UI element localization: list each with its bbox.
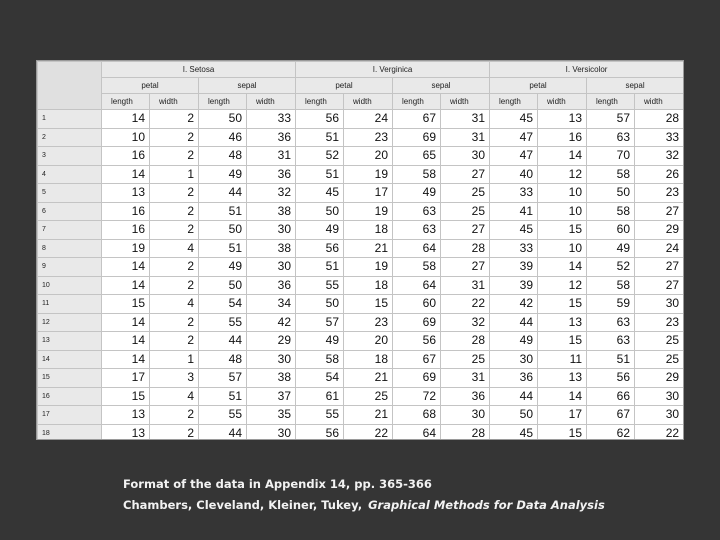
data-cell[interactable]: 50 <box>199 221 247 240</box>
data-cell[interactable]: 18 <box>344 276 393 295</box>
data-cell[interactable]: 65 <box>393 147 441 166</box>
part-header[interactable]: sepal <box>199 78 296 94</box>
data-cell[interactable]: 60 <box>587 221 635 240</box>
data-cell[interactable]: 56 <box>296 424 344 440</box>
data-cell[interactable]: 47 <box>490 147 538 166</box>
data-cell[interactable]: 55 <box>296 276 344 295</box>
data-cell[interactable]: 49 <box>296 332 344 351</box>
row-header[interactable]: 5 <box>38 184 102 203</box>
data-cell[interactable]: 15 <box>102 295 150 314</box>
data-cell[interactable]: 18 <box>344 350 393 369</box>
data-cell[interactable]: 14 <box>102 276 150 295</box>
data-cell[interactable]: 30 <box>441 406 490 425</box>
data-cell[interactable]: 19 <box>102 239 150 258</box>
column-header[interactable]: width <box>150 94 199 110</box>
table-row <box>38 295 684 314</box>
data-cell[interactable]: 28 <box>635 110 684 129</box>
data-cell[interactable]: 58 <box>393 258 441 277</box>
table-body <box>38 110 684 441</box>
caption-book-title: Graphical Methods for Data Analysis <box>368 498 605 512</box>
data-cell[interactable]: 18 <box>344 221 393 240</box>
data-cell[interactable]: 56 <box>393 332 441 351</box>
data-cell[interactable]: 13 <box>538 369 587 388</box>
data-cell[interactable]: 41 <box>490 202 538 221</box>
data-cell[interactable]: 58 <box>393 165 441 184</box>
data-cell[interactable]: 32 <box>441 313 490 332</box>
data-cell[interactable]: 32 <box>635 147 684 166</box>
column-header[interactable]: length <box>296 94 344 110</box>
data-cell[interactable]: 54 <box>199 295 247 314</box>
row-header[interactable]: 12 <box>38 313 102 332</box>
data-cell[interactable]: 2 <box>150 221 199 240</box>
data-cell[interactable]: 51 <box>296 165 344 184</box>
data-cell[interactable]: 4 <box>150 387 199 406</box>
column-header[interactable]: length <box>490 94 538 110</box>
data-cell[interactable]: 61 <box>296 387 344 406</box>
data-cell[interactable]: 27 <box>635 202 684 221</box>
row-header[interactable]: 18 <box>38 424 102 440</box>
table-row <box>38 387 684 406</box>
data-cell[interactable]: 14 <box>102 350 150 369</box>
column-header[interactable]: length <box>102 94 150 110</box>
data-cell[interactable]: 45 <box>296 184 344 203</box>
data-cell[interactable]: 15 <box>538 221 587 240</box>
part-header[interactable]: petal <box>490 78 587 94</box>
caption-line-1: Format of the data in Appendix 14, pp. 365-366 <box>123 477 432 491</box>
data-cell[interactable]: 15 <box>102 387 150 406</box>
data-cell[interactable]: 13 <box>102 184 150 203</box>
data-cell[interactable]: 31 <box>247 147 296 166</box>
data-cell[interactable]: 70 <box>587 147 635 166</box>
data-cell[interactable]: 49 <box>490 332 538 351</box>
data-cell[interactable]: 67 <box>393 110 441 129</box>
data-cell[interactable]: 55 <box>199 406 247 425</box>
data-cell[interactable]: 58 <box>296 350 344 369</box>
group-header[interactable]: I. Setosa <box>102 62 296 78</box>
table-row <box>38 221 684 240</box>
data-cell[interactable]: 63 <box>587 313 635 332</box>
data-cell[interactable]: 23 <box>635 313 684 332</box>
data-cell[interactable]: 45 <box>490 424 538 440</box>
table-row <box>38 147 684 166</box>
data-cell[interactable]: 50 <box>199 110 247 129</box>
data-cell[interactable]: 56 <box>296 110 344 129</box>
data-cell[interactable]: 31 <box>441 110 490 129</box>
data-cell[interactable]: 52 <box>587 258 635 277</box>
data-cell[interactable]: 21 <box>344 406 393 425</box>
part-header[interactable]: petal <box>296 78 393 94</box>
data-cell[interactable]: 20 <box>344 147 393 166</box>
column-header[interactable]: width <box>247 94 296 110</box>
column-header[interactable]: width <box>538 94 587 110</box>
data-cell[interactable]: 22 <box>344 424 393 440</box>
data-cell[interactable]: 51 <box>587 350 635 369</box>
data-cell[interactable]: 72 <box>393 387 441 406</box>
data-cell[interactable]: 30 <box>247 258 296 277</box>
data-cell[interactable]: 58 <box>587 165 635 184</box>
data-cell[interactable]: 21 <box>344 369 393 388</box>
data-cell[interactable]: 30 <box>247 424 296 440</box>
data-cell[interactable]: 51 <box>296 258 344 277</box>
data-cell[interactable]: 16 <box>102 221 150 240</box>
data-cell[interactable]: 14 <box>538 258 587 277</box>
data-cell[interactable]: 39 <box>490 276 538 295</box>
data-cell[interactable]: 45 <box>490 221 538 240</box>
data-cell[interactable]: 30 <box>441 147 490 166</box>
row-header[interactable]: 4 <box>38 165 102 184</box>
data-cell[interactable]: 14 <box>102 165 150 184</box>
row-header[interactable]: 14 <box>38 350 102 369</box>
data-cell[interactable]: 36 <box>441 387 490 406</box>
data-cell[interactable]: 68 <box>393 406 441 425</box>
column-header[interactable]: length <box>587 94 635 110</box>
data-cell[interactable]: 25 <box>635 350 684 369</box>
data-cell[interactable]: 23 <box>344 128 393 147</box>
data-cell[interactable]: 25 <box>441 202 490 221</box>
table-row <box>38 406 684 425</box>
data-cell[interactable]: 13 <box>538 110 587 129</box>
data-cell[interactable]: 27 <box>441 221 490 240</box>
column-header[interactable]: length <box>199 94 247 110</box>
data-cell[interactable]: 50 <box>490 406 538 425</box>
data-cell[interactable]: 51 <box>199 202 247 221</box>
data-cell[interactable]: 44 <box>490 387 538 406</box>
data-cell[interactable]: 27 <box>635 258 684 277</box>
data-cell[interactable]: 28 <box>441 332 490 351</box>
row-header[interactable]: 2 <box>38 128 102 147</box>
data-cell[interactable]: 51 <box>199 387 247 406</box>
data-cell[interactable]: 54 <box>296 369 344 388</box>
data-cell[interactable]: 10 <box>538 202 587 221</box>
data-cell[interactable]: 49 <box>199 165 247 184</box>
data-cell[interactable]: 21 <box>344 239 393 258</box>
data-cell[interactable]: 49 <box>199 258 247 277</box>
data-table <box>37 61 684 440</box>
table-row <box>38 128 684 147</box>
row-header[interactable]: 9 <box>38 258 102 277</box>
data-cell[interactable]: 13 <box>538 313 587 332</box>
data-cell[interactable]: 31 <box>441 276 490 295</box>
data-cell[interactable]: 2 <box>150 147 199 166</box>
data-cell[interactable]: 14 <box>102 258 150 277</box>
data-cell[interactable]: 26 <box>635 165 684 184</box>
data-cell[interactable]: 51 <box>199 239 247 258</box>
data-cell[interactable]: 15 <box>538 424 587 440</box>
data-cell[interactable]: 63 <box>587 332 635 351</box>
row-header[interactable]: 6 <box>38 202 102 221</box>
data-cell[interactable]: 64 <box>393 424 441 440</box>
data-cell[interactable]: 60 <box>393 295 441 314</box>
data-cell[interactable]: 30 <box>490 350 538 369</box>
data-cell[interactable]: 69 <box>393 128 441 147</box>
part-header[interactable]: sepal <box>587 78 684 94</box>
data-cell[interactable]: 36 <box>247 128 296 147</box>
data-cell[interactable]: 14 <box>102 332 150 351</box>
data-cell[interactable]: 30 <box>635 406 684 425</box>
data-cell[interactable]: 20 <box>344 332 393 351</box>
data-cell[interactable]: 48 <box>199 147 247 166</box>
group-header[interactable]: I. Verginica <box>296 62 490 78</box>
data-cell[interactable]: 45 <box>490 110 538 129</box>
data-cell[interactable]: 14 <box>538 387 587 406</box>
data-cell[interactable]: 33 <box>635 128 684 147</box>
corner-cell[interactable] <box>38 62 102 110</box>
data-cell[interactable]: 22 <box>441 295 490 314</box>
data-cell[interactable]: 38 <box>247 239 296 258</box>
data-cell[interactable]: 36 <box>490 369 538 388</box>
data-cell[interactable]: 58 <box>587 276 635 295</box>
row-header[interactable]: 8 <box>38 239 102 258</box>
data-cell[interactable]: 25 <box>344 387 393 406</box>
row-header[interactable]: 7 <box>38 221 102 240</box>
data-cell[interactable]: 1 <box>150 350 199 369</box>
data-cell[interactable]: 2 <box>150 258 199 277</box>
data-cell[interactable]: 38 <box>247 369 296 388</box>
data-cell[interactable]: 2 <box>150 276 199 295</box>
data-cell[interactable]: 64 <box>393 276 441 295</box>
data-cell[interactable]: 66 <box>587 387 635 406</box>
data-cell[interactable]: 69 <box>393 313 441 332</box>
data-cell[interactable]: 2 <box>150 424 199 440</box>
data-cell[interactable]: 24 <box>635 239 684 258</box>
data-cell[interactable]: 44 <box>199 184 247 203</box>
data-cell[interactable]: 12 <box>538 165 587 184</box>
data-cell[interactable]: 32 <box>247 184 296 203</box>
data-cell[interactable]: 36 <box>247 276 296 295</box>
data-cell[interactable]: 63 <box>393 202 441 221</box>
data-cell[interactable]: 62 <box>587 424 635 440</box>
row-header[interactable]: 17 <box>38 406 102 425</box>
data-cell[interactable]: 15 <box>538 295 587 314</box>
data-cell[interactable]: 3 <box>150 369 199 388</box>
data-cell[interactable]: 17 <box>344 184 393 203</box>
group-header[interactable]: I. Versicolor <box>490 62 684 78</box>
data-cell[interactable]: 33 <box>490 239 538 258</box>
data-cell[interactable]: 29 <box>635 221 684 240</box>
data-cell[interactable]: 10 <box>538 239 587 258</box>
data-cell[interactable]: 49 <box>393 184 441 203</box>
data-cell[interactable]: 48 <box>199 350 247 369</box>
table-row <box>38 332 684 351</box>
data-cell[interactable]: 14 <box>538 147 587 166</box>
data-cell[interactable]: 14 <box>102 110 150 129</box>
data-cell[interactable]: 34 <box>247 295 296 314</box>
data-cell[interactable]: 50 <box>587 184 635 203</box>
data-cell[interactable]: 4 <box>150 239 199 258</box>
data-cell[interactable]: 40 <box>490 165 538 184</box>
row-header[interactable]: 13 <box>38 332 102 351</box>
data-cell[interactable]: 23 <box>635 184 684 203</box>
data-cell[interactable]: 47 <box>490 128 538 147</box>
data-cell[interactable]: 10 <box>102 128 150 147</box>
data-cell[interactable]: 42 <box>490 295 538 314</box>
data-cell[interactable]: 27 <box>441 258 490 277</box>
data-cell[interactable]: 36 <box>247 165 296 184</box>
data-cell[interactable]: 2 <box>150 128 199 147</box>
data-cell[interactable]: 30 <box>635 387 684 406</box>
row-header[interactable]: 11 <box>38 295 102 314</box>
data-cell[interactable]: 11 <box>538 350 587 369</box>
data-cell[interactable]: 31 <box>441 128 490 147</box>
data-cell[interactable]: 52 <box>296 147 344 166</box>
table-row <box>38 313 684 332</box>
data-cell[interactable]: 17 <box>102 369 150 388</box>
spreadsheet-grid[interactable] <box>36 60 684 440</box>
data-cell[interactable]: 64 <box>393 239 441 258</box>
data-cell[interactable]: 29 <box>635 369 684 388</box>
data-cell[interactable]: 37 <box>247 387 296 406</box>
data-cell[interactable]: 2 <box>150 313 199 332</box>
data-cell[interactable]: 2 <box>150 110 199 129</box>
data-cell[interactable]: 35 <box>247 406 296 425</box>
table-row <box>38 239 684 258</box>
table-row <box>38 369 684 388</box>
table-row <box>38 165 684 184</box>
data-cell[interactable]: 28 <box>441 424 490 440</box>
data-cell[interactable]: 30 <box>635 295 684 314</box>
data-cell[interactable]: 15 <box>538 332 587 351</box>
data-cell[interactable]: 67 <box>393 350 441 369</box>
data-cell[interactable]: 16 <box>538 128 587 147</box>
table-row <box>38 258 684 277</box>
data-cell[interactable]: 56 <box>296 239 344 258</box>
data-cell[interactable]: 31 <box>441 369 490 388</box>
data-cell[interactable]: 51 <box>296 128 344 147</box>
data-cell[interactable]: 2 <box>150 184 199 203</box>
data-cell[interactable]: 28 <box>441 239 490 258</box>
data-cell[interactable]: 49 <box>587 239 635 258</box>
table-row <box>38 184 684 203</box>
data-cell[interactable]: 39 <box>490 258 538 277</box>
data-cell[interactable]: 13 <box>102 406 150 425</box>
data-cell[interactable]: 2 <box>150 332 199 351</box>
data-cell[interactable]: 19 <box>344 258 393 277</box>
row-header[interactable]: 15 <box>38 369 102 388</box>
data-cell[interactable]: 12 <box>538 276 587 295</box>
data-cell[interactable]: 44 <box>199 332 247 351</box>
data-cell[interactable]: 27 <box>635 276 684 295</box>
part-header[interactable]: sepal <box>393 78 490 94</box>
data-cell[interactable]: 56 <box>587 369 635 388</box>
table-row <box>38 350 684 369</box>
data-cell[interactable]: 57 <box>296 313 344 332</box>
caption-authors: Chambers, Cleveland, Kleiner, Tukey, <box>123 498 363 512</box>
data-cell[interactable]: 44 <box>199 424 247 440</box>
data-cell[interactable]: 15 <box>344 295 393 314</box>
caption-line-2 <box>123 498 605 512</box>
data-cell[interactable]: 24 <box>344 110 393 129</box>
data-cell[interactable]: 22 <box>635 424 684 440</box>
row-header[interactable]: 16 <box>38 387 102 406</box>
data-cell[interactable]: 16 <box>102 202 150 221</box>
data-cell[interactable]: 17 <box>538 406 587 425</box>
table-row <box>38 110 684 129</box>
data-cell[interactable]: 55 <box>296 406 344 425</box>
data-cell[interactable]: 13 <box>102 424 150 440</box>
data-cell[interactable]: 63 <box>393 221 441 240</box>
data-cell[interactable]: 67 <box>587 406 635 425</box>
data-cell[interactable]: 57 <box>199 369 247 388</box>
data-cell[interactable]: 19 <box>344 165 393 184</box>
data-cell[interactable]: 69 <box>393 369 441 388</box>
data-cell[interactable]: 1 <box>150 165 199 184</box>
column-header[interactable]: length <box>393 94 441 110</box>
data-cell[interactable]: 44 <box>490 313 538 332</box>
table-row <box>38 424 684 440</box>
data-cell[interactable]: 2 <box>150 406 199 425</box>
data-cell[interactable]: 33 <box>490 184 538 203</box>
data-cell[interactable]: 55 <box>199 313 247 332</box>
data-cell[interactable]: 58 <box>587 202 635 221</box>
data-cell[interactable]: 59 <box>587 295 635 314</box>
column-header[interactable]: width <box>441 94 490 110</box>
data-cell[interactable]: 27 <box>441 165 490 184</box>
data-cell[interactable]: 49 <box>296 221 344 240</box>
data-cell[interactable]: 33 <box>247 110 296 129</box>
data-cell[interactable]: 4 <box>150 295 199 314</box>
data-cell[interactable]: 63 <box>587 128 635 147</box>
data-cell[interactable]: 10 <box>538 184 587 203</box>
data-cell[interactable]: 50 <box>199 276 247 295</box>
data-cell[interactable]: 50 <box>296 202 344 221</box>
data-cell[interactable]: 42 <box>247 313 296 332</box>
column-header[interactable]: width <box>344 94 393 110</box>
data-cell[interactable]: 38 <box>247 202 296 221</box>
column-header[interactable]: width <box>635 94 684 110</box>
data-cell[interactable]: 57 <box>587 110 635 129</box>
data-cell[interactable]: 19 <box>344 202 393 221</box>
data-cell[interactable]: 23 <box>344 313 393 332</box>
part-header[interactable]: petal <box>102 78 199 94</box>
data-cell[interactable]: 16 <box>102 147 150 166</box>
data-cell[interactable]: 25 <box>441 350 490 369</box>
data-cell[interactable]: 25 <box>635 332 684 351</box>
data-cell[interactable]: 2 <box>150 202 199 221</box>
row-header[interactable]: 3 <box>38 147 102 166</box>
data-cell[interactable]: 30 <box>247 221 296 240</box>
row-header[interactable]: 1 <box>38 110 102 129</box>
data-cell[interactable]: 29 <box>247 332 296 351</box>
data-cell[interactable]: 50 <box>296 295 344 314</box>
table-row <box>38 276 684 295</box>
data-cell[interactable]: 14 <box>102 313 150 332</box>
data-cell[interactable]: 46 <box>199 128 247 147</box>
data-cell[interactable]: 25 <box>441 184 490 203</box>
data-cell[interactable]: 30 <box>247 350 296 369</box>
table-row <box>38 202 684 221</box>
row-header[interactable]: 10 <box>38 276 102 295</box>
